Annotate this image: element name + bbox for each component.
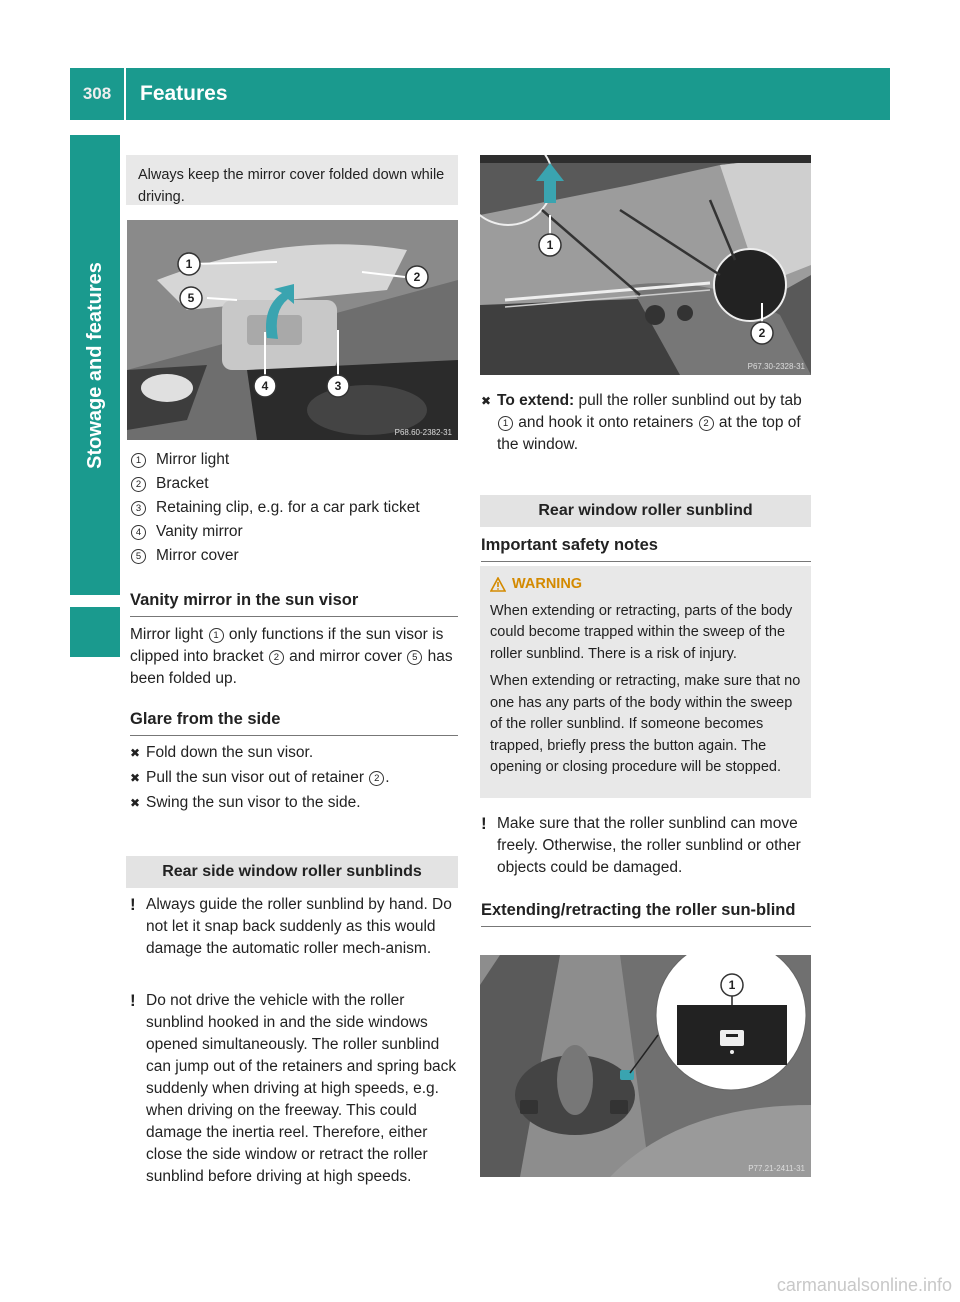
extend-text-1: pull the roller sunblind out by tab: [574, 392, 802, 409]
heading-rear-side-sunblinds: Rear side window roller sunblinds: [126, 856, 458, 888]
page-number: 308: [70, 68, 126, 120]
step-arrow-icon: ✖: [130, 796, 141, 810]
extend-text-2: and hook it onto retainers: [514, 414, 698, 431]
watermark: carmanualsonline.info: [776, 1275, 952, 1295]
heading-vanity-mirror: Vanity mirror in the sun visor: [130, 591, 458, 617]
vanity-text-1: Mirror light: [130, 626, 208, 643]
extend-text-3: at the top of the window.: [497, 414, 801, 453]
side-tab-marker: [70, 607, 120, 657]
figure3-code: P77.21-2411-31: [748, 1164, 805, 1173]
ref-2: 2: [699, 416, 714, 431]
glare-steps: [130, 742, 458, 814]
notice-icon: !: [130, 895, 136, 914]
mirror-cover-note-text: Always keep the mirror cover folded down while driving.: [138, 167, 445, 205]
center-console-figure: [480, 955, 811, 1177]
ref-2: 2: [269, 650, 284, 665]
figure1-code: P68.60-2382-31: [394, 428, 452, 437]
legend-text: Vanity mirror: [156, 523, 243, 540]
notice-icon: !: [481, 814, 487, 833]
notice-1-text: Always guide the roller sunblind by hand. Do not let it snap back suddenly as this would damage the automatic roller mech-anism.: [146, 896, 452, 957]
legend-item: [130, 544, 458, 568]
mirror-cover-note: [126, 155, 458, 205]
warning-triangle-icon: [490, 577, 506, 592]
page-title: Features: [140, 82, 228, 105]
notice-1: [130, 894, 460, 960]
svg-text:1: 1: [546, 238, 554, 252]
console-illustration: [480, 955, 811, 1177]
side-tab-label: Stowage and features: [83, 261, 106, 469]
heading-glare: Glare from the side: [130, 710, 458, 736]
legend-num: 5: [131, 549, 146, 564]
svg-text:1: 1: [728, 978, 736, 992]
step-text: Swing the sun visor to the side.: [146, 794, 361, 811]
step-arrow-icon: ✖: [130, 771, 141, 785]
warning-text-2: When extending or retracting, make sure that no one has any parts of the body within the sweep of the roller sunblind. If someone becomes trapped, briefly press the button again. The opening or closing procedure will be stopped.: [490, 673, 801, 775]
sun-visor-illustration: [127, 220, 458, 440]
ref-1: 1: [209, 628, 224, 643]
svg-text:3: 3: [334, 379, 342, 393]
ref-5: 5: [407, 650, 422, 665]
legend-item: [130, 448, 458, 472]
svg-text:2: 2: [758, 326, 766, 340]
warning-text-1: When extending or retracting, parts of the body could become trapped within the sweep of the roller sunblind. There is a risk of injury.: [490, 602, 793, 662]
legend-text: Bracket: [156, 475, 209, 492]
step-text: Fold down the sun visor.: [146, 744, 314, 761]
notice-3-text: Make sure that the roller sunblind can move freely. Otherwise, the roller sunblind or other objects could be damaged.: [497, 815, 801, 876]
step-item: [130, 742, 458, 764]
figure2-code: P67.30-2328-31: [747, 362, 805, 371]
notice-2: [130, 990, 460, 1188]
vanity-paragraph: [130, 624, 460, 690]
warning-title: WARNING: [512, 576, 583, 592]
legend-num: 3: [131, 501, 146, 516]
extend-step: [481, 390, 813, 456]
legend-text: Retaining clip, e.g. for a car park ticket: [156, 499, 420, 516]
heading-rear-window-sunblind: Rear window roller sunblind: [480, 495, 811, 527]
svg-text:1: 1: [185, 257, 193, 271]
legend-text: Mirror light: [156, 451, 230, 468]
heading-safety-notes: Important safety notes: [481, 536, 811, 562]
legend-num: 1: [131, 453, 146, 468]
step-item: [130, 767, 458, 789]
side-window-illustration: [480, 155, 811, 375]
step-item: [130, 792, 458, 814]
legend-num: 2: [131, 477, 146, 492]
sun-visor-figure: [127, 220, 458, 440]
warning-heading: [490, 574, 801, 596]
svg-text:4: 4: [261, 379, 269, 393]
step-text: Pull the sun visor out of retainer: [146, 769, 369, 786]
visor-legend: [130, 448, 458, 568]
step-arrow-icon: ✖: [481, 394, 492, 408]
vanity-text-3: and mirror cover: [284, 648, 407, 665]
footer: [0, 1270, 960, 1302]
svg-text:2: 2: [413, 270, 421, 284]
svg-text:5: 5: [187, 291, 195, 305]
side-tab-label-wrap: [70, 135, 120, 595]
notice-icon: !: [130, 991, 136, 1010]
legend-item: [130, 496, 458, 520]
ref-2: 2: [369, 771, 384, 786]
heading-extending-retracting: Extending/retracting the roller sun-blind: [481, 900, 811, 927]
step-text-end: .: [385, 769, 390, 786]
step-arrow-icon: ✖: [130, 746, 141, 760]
notice-2-text: Do not drive the vehicle with the roller sunblind hooked in and the side windows opened simultaneously. The roller sunblind can jump out of the retainers and spring back suddenly when driving at high speeds, e.g. when driving on the freeway. This could damage the inertia reel. Therefore, either close the side window or retract the roller sunblind before driving at high speeds.: [146, 992, 457, 1185]
ref-1: 1: [498, 416, 513, 431]
vanity-text-2: only functions if the sun visor is clipped into bracket: [130, 626, 444, 665]
notice-3: [481, 813, 813, 879]
roller-sunblind-figure: [480, 155, 811, 375]
extend-label: To extend:: [497, 392, 575, 409]
legend-num: 4: [131, 525, 146, 540]
legend-text: Mirror cover: [156, 547, 239, 564]
warning-box: [480, 566, 811, 798]
vanity-text-4: has been folded up.: [130, 648, 453, 687]
legend-item: [130, 472, 458, 496]
legend-item: [130, 520, 458, 544]
